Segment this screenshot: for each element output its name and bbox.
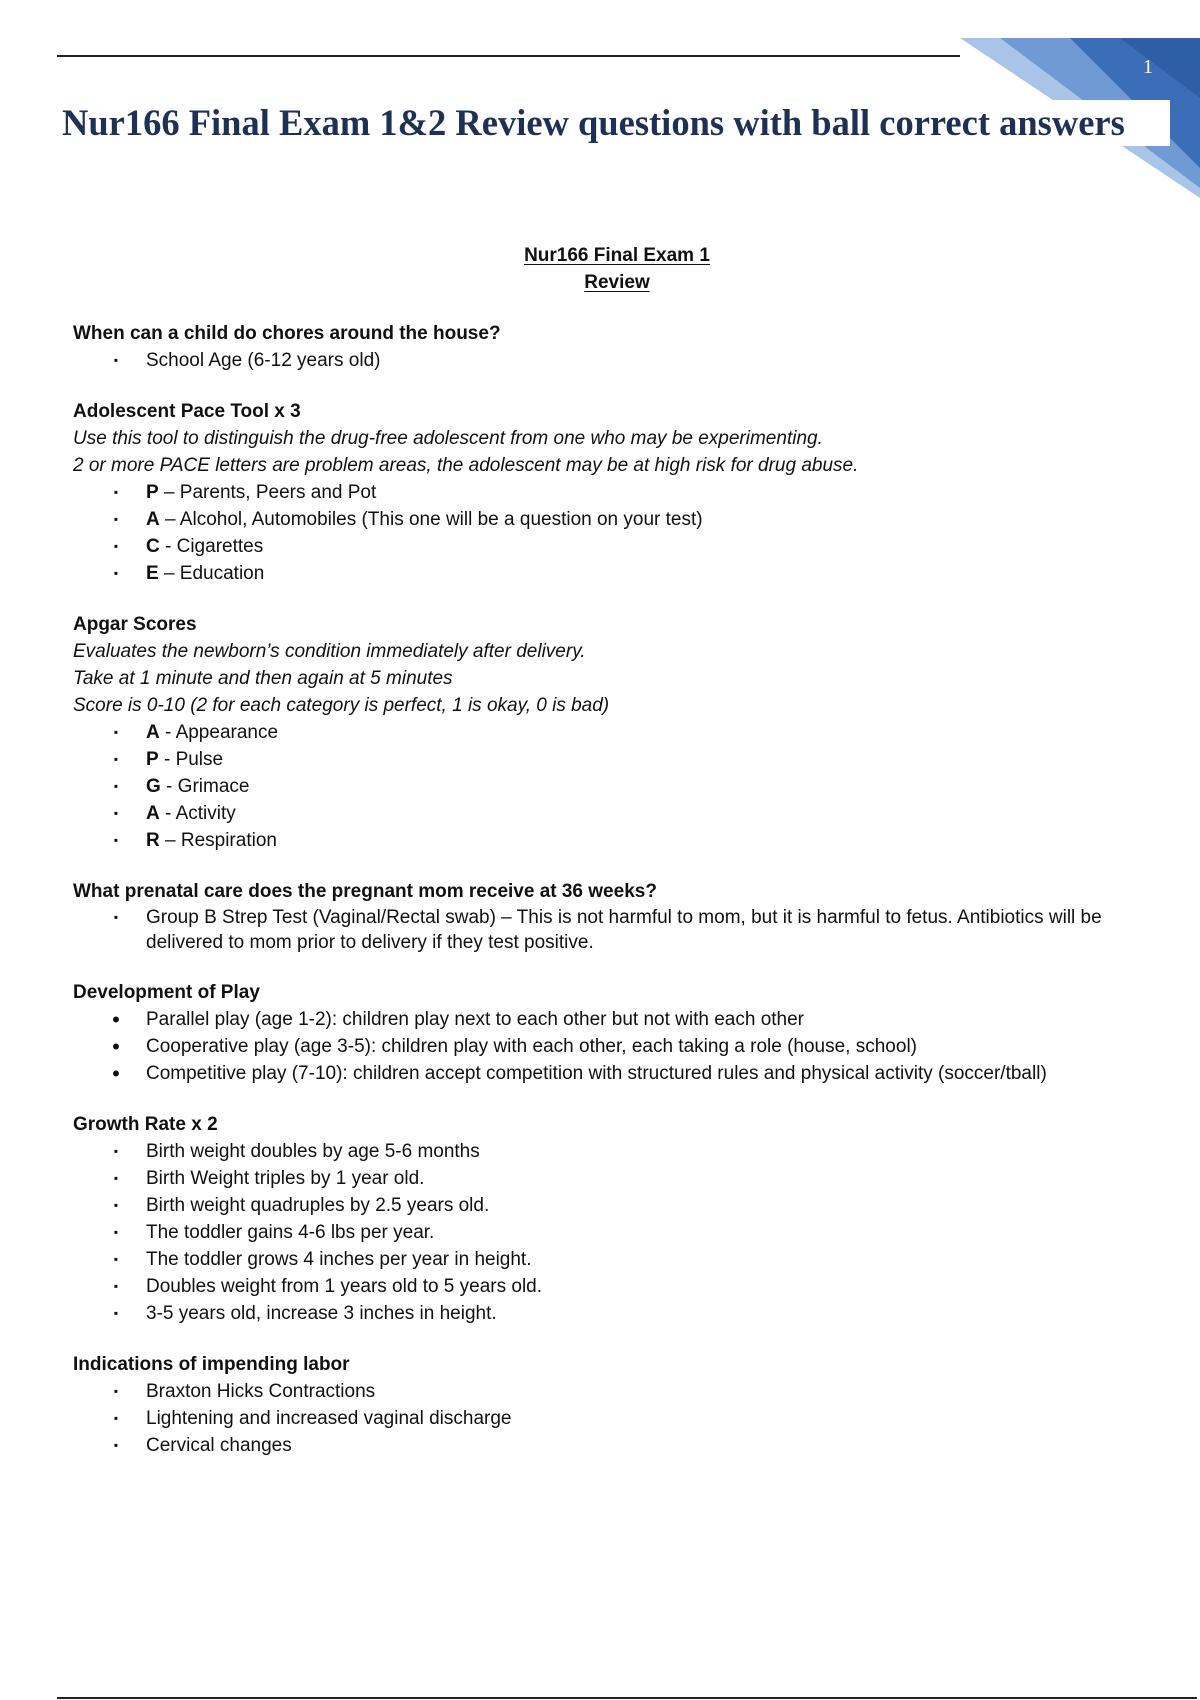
list-item: ▪ Lightening and increased vaginal discharge	[73, 1405, 1153, 1432]
section-heading: Growth Rate x 2	[73, 1114, 218, 1135]
bullet-icon: ▪	[113, 1279, 119, 1293]
bullet-icon: ▪	[113, 910, 119, 924]
list-item: ▪ P - Pulse	[73, 746, 1153, 773]
bullet-icon: ▪	[113, 779, 119, 793]
list-item: ▪ Birth weight doubles by age 5-6 months	[73, 1138, 1153, 1165]
bullet-icon: •	[112, 1007, 120, 1032]
bullet-icon: ▪	[113, 512, 119, 526]
bullet-icon: ▪	[113, 539, 119, 553]
list-item: ▪ Group B Strep Test (Vaginal/Rectal swab) – This is not harmful to mom, but it is harmful to fetus. Antibiotics will be delivered to mom prior to delivery if they test positive.	[73, 905, 1153, 955]
bullet-list	[73, 1138, 1153, 1327]
section-growth	[73, 1111, 1153, 1327]
section-heading: Development of Play	[73, 982, 260, 1003]
section-apgar	[73, 611, 1153, 854]
list-item: • Parallel play (age 1-2): children play next to each other but not with each other	[73, 1006, 1153, 1033]
bullet-icon: ▪	[113, 752, 119, 766]
document-title: Nur166 Final Exam 1&2 Review questions with ball correct answers	[56, 100, 1170, 146]
list-item: • Competitive play (7-10): children accept competition with structured rules and physical activity (soccer/tball)	[73, 1060, 1153, 1087]
bullet-list	[73, 1378, 1153, 1459]
section-heading: Adolescent Pace Tool x 3	[73, 401, 301, 422]
header-rule	[57, 55, 960, 57]
bullet-list	[73, 1006, 1153, 1087]
section-note: Use this tool to distinguish the drug-free adolescent from one who may be experimenting.	[73, 428, 823, 449]
section-labor	[73, 1351, 1153, 1459]
bullet-icon: ▪	[113, 833, 119, 847]
bullet-icon: ▪	[113, 1438, 119, 1452]
list-item: ▪ 3-5 years old, increase 3 inches in height.	[73, 1300, 1153, 1327]
section-note: Score is 0-10 (2 for each category is perfect, 1 is okay, 0 is bad)	[73, 695, 610, 716]
list-item: ▪ E – Education	[73, 560, 1153, 587]
section-prenatal	[73, 878, 1153, 955]
section-chores	[73, 320, 1153, 374]
list-item: ▪ R – Respiration	[73, 827, 1153, 854]
bullet-icon: ▪	[113, 1225, 119, 1239]
list-item: ▪ Doubles weight from 1 years old to 5 years old.	[73, 1273, 1153, 1300]
list-item: ▪ The toddler gains 4-6 lbs per year.	[73, 1219, 1153, 1246]
list-item: ▪ C - Cigarettes	[73, 533, 1153, 560]
section-heading: Apgar Scores	[73, 614, 197, 635]
list-item: ▪ Birth Weight triples by 1 year old.	[73, 1165, 1153, 1192]
document-body	[73, 320, 1153, 1483]
section-title-line-2: Review	[584, 272, 650, 293]
bullet-icon: ▪	[113, 566, 119, 580]
list-item: ▪ Braxton Hicks Contractions	[73, 1378, 1153, 1405]
section-title	[0, 242, 1200, 296]
bullet-list	[73, 347, 1153, 374]
bullet-icon: ▪	[113, 806, 119, 820]
section-heading: When can a child do chores around the house?	[73, 323, 501, 344]
list-item: ▪ School Age (6-12 years old)	[73, 347, 1153, 374]
page-number: 1	[1143, 56, 1153, 78]
bullet-icon: ▪	[113, 1411, 119, 1425]
bullet-icon: ▪	[113, 1252, 119, 1266]
section-heading: Indications of impending labor	[73, 1354, 350, 1375]
bullet-list	[73, 905, 1153, 955]
bullet-icon: •	[112, 1034, 120, 1059]
section-note: 2 or more PACE letters are problem areas, the adolescent may be at high risk for drug abuse.	[73, 455, 859, 476]
bullet-icon: ▪	[113, 1384, 119, 1398]
list-item: ▪ G - Grimace	[73, 773, 1153, 800]
list-item: ▪ A - Activity	[73, 800, 1153, 827]
section-note: Evaluates the newborn’s condition immediately after delivery.	[73, 641, 586, 662]
list-item: ▪ A - Appearance	[73, 719, 1153, 746]
section-pace	[73, 398, 1153, 587]
bullet-icon: ▪	[113, 1171, 119, 1185]
bullet-icon: ▪	[113, 1306, 119, 1320]
section-title-line-1: Nur166 Final Exam 1	[524, 245, 710, 266]
list-item: ▪ P – Parents, Peers and Pot	[73, 479, 1153, 506]
bullet-icon: •	[112, 1061, 120, 1086]
bullet-list	[73, 479, 1153, 587]
bullet-icon: ▪	[113, 485, 119, 499]
footer-rule	[57, 1697, 1197, 1699]
bullet-icon: ▪	[113, 1198, 119, 1212]
list-item: • Cooperative play (age 3-5): children play with each other, each taking a role (house, school)	[73, 1033, 1153, 1060]
list-item: ▪ The toddler grows 4 inches per year in height.	[73, 1246, 1153, 1273]
list-item: ▪ A – Alcohol, Automobiles (This one will be a question on your test)	[73, 506, 1153, 533]
section-play	[73, 979, 1153, 1087]
bullet-icon: ▪	[113, 725, 119, 739]
section-note: Take at 1 minute and then again at 5 minutes	[73, 668, 453, 689]
bullet-icon: ▪	[113, 353, 119, 367]
section-heading: What prenatal care does the pregnant mom receive at 36 weeks?	[73, 881, 657, 902]
bullet-icon: ▪	[113, 1144, 119, 1158]
list-item: ▪ Birth weight quadruples by 2.5 years old.	[73, 1192, 1153, 1219]
list-item: ▪ Cervical changes	[73, 1432, 1153, 1459]
bullet-list	[73, 719, 1153, 854]
